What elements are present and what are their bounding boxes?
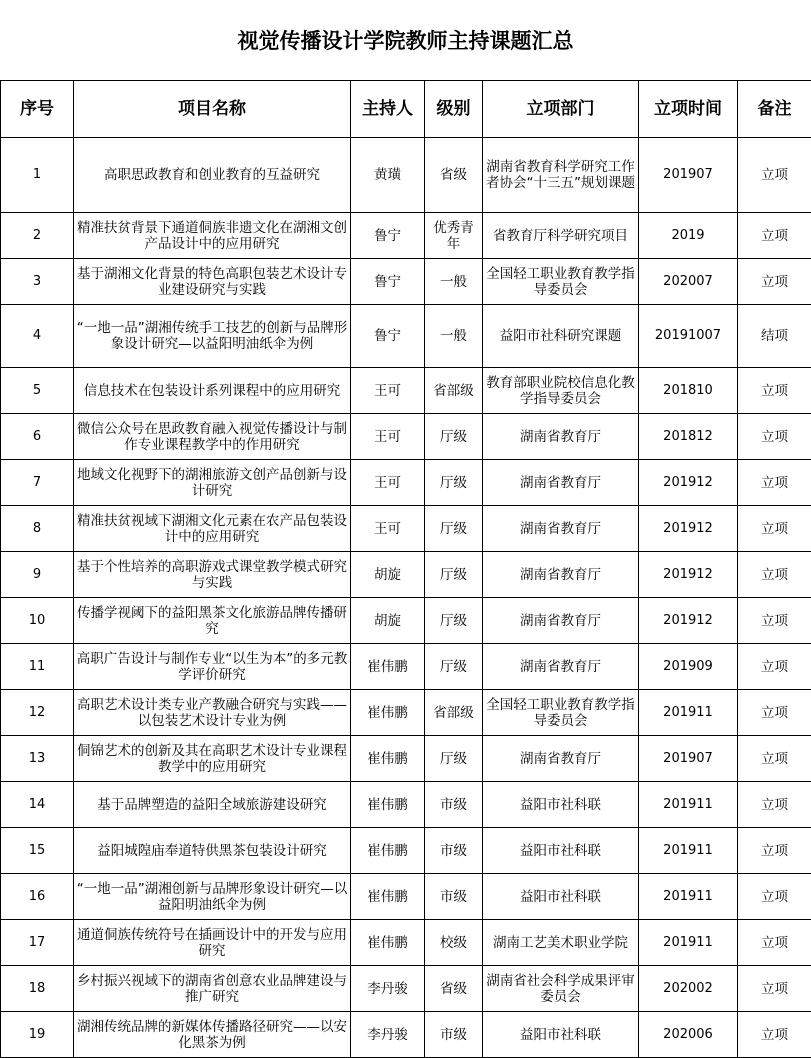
cell-department: 湖南省教育厅 [483, 736, 639, 782]
cell-project-name: 益阳城隍庙奉道特供黑茶包装设计研究 [74, 828, 351, 874]
cell-department: 湖南省教育科学研究工作者协会“十三五”规划课题 [483, 138, 639, 213]
cell-remark: 立项 [738, 506, 811, 552]
cell-row-index: 3 [1, 259, 74, 305]
header-department: 立项部门 [483, 81, 639, 138]
cell-host: 崔伟鹏 [351, 782, 425, 828]
cell-project-name: 通道侗族传统符号在插画设计中的开发与应用研究 [74, 920, 351, 966]
cell-project-name: 湖湘传统品牌的新媒体传播路径研究——以安化黑茶为例 [74, 1012, 351, 1058]
cell-level: 厅级 [425, 736, 483, 782]
cell-remark: 结项 [738, 305, 811, 368]
cell-level: 厅级 [425, 644, 483, 690]
cell-project-name: 高职思政教育和创业教育的互益研究 [74, 138, 351, 213]
cell-date: 202006 [639, 1012, 738, 1058]
cell-department: 湖南省社会科学成果评审委员会 [483, 966, 639, 1012]
cell-date: 201907 [639, 736, 738, 782]
header-date: 立项时间 [639, 81, 738, 138]
cell-level: 市级 [425, 874, 483, 920]
cell-level: 省部级 [425, 368, 483, 414]
cell-host: 王可 [351, 460, 425, 506]
cell-project-name: “一地一品”湖湘创新与品牌形象设计研究—以益阳明油纸伞为例 [74, 874, 351, 920]
cell-host: 胡旋 [351, 552, 425, 598]
cell-level: 省级 [425, 966, 483, 1012]
cell-host: 崔伟鹏 [351, 644, 425, 690]
cell-department: 湖南省教育厅 [483, 414, 639, 460]
header-project-name: 项目名称 [74, 81, 351, 138]
cell-department: 益阳市社科联 [483, 782, 639, 828]
cell-host: 王可 [351, 368, 425, 414]
cell-host: 李丹骏 [351, 1012, 425, 1058]
document-title: 视觉传播设计学院教师主持课题汇总 [237, 28, 574, 53]
cell-level: 优秀青年 [425, 213, 483, 259]
cell-date: 202002 [639, 966, 738, 1012]
cell-host: 黄璜 [351, 138, 425, 213]
cell-date: 201911 [639, 828, 738, 874]
cell-level: 市级 [425, 828, 483, 874]
cell-level: 省级 [425, 138, 483, 213]
cell-department: 益阳市社科联 [483, 828, 639, 874]
cell-row-index: 6 [1, 414, 74, 460]
cell-date: 20191007 [639, 305, 738, 368]
table-row [1, 414, 811, 460]
header-level: 级别 [425, 81, 483, 138]
cell-host: 王可 [351, 414, 425, 460]
cell-host: 崔伟鹏 [351, 736, 425, 782]
cell-host: 崔伟鹏 [351, 874, 425, 920]
table-row [1, 460, 811, 506]
cell-date: 201812 [639, 414, 738, 460]
cell-remark: 立项 [738, 874, 811, 920]
header-remark: 备注 [738, 81, 811, 138]
table-row [1, 552, 811, 598]
cell-host: 鲁宁 [351, 305, 425, 368]
table-row [1, 506, 811, 552]
cell-level: 一般 [425, 259, 483, 305]
cell-remark: 立项 [738, 213, 811, 259]
cell-row-index: 2 [1, 213, 74, 259]
cell-department: 教育部职业院校信息化教学指导委员会 [483, 368, 639, 414]
cell-project-name: 信息技术在包装设计系列课程中的应用研究 [74, 368, 351, 414]
cell-project-name: 乡村振兴视域下的湖南省创意农业品牌建设与推广研究 [74, 966, 351, 1012]
table-row [1, 782, 811, 828]
cell-remark: 立项 [738, 259, 811, 305]
cell-date: 201907 [639, 138, 738, 213]
cell-row-index: 11 [1, 644, 74, 690]
cell-row-index: 12 [1, 690, 74, 736]
cell-level: 厅级 [425, 598, 483, 644]
cell-level: 厅级 [425, 460, 483, 506]
cell-department: 省教育厅科学研究项目 [483, 213, 639, 259]
cell-host: 胡旋 [351, 598, 425, 644]
cell-remark: 立项 [738, 690, 811, 736]
cell-date: 201909 [639, 644, 738, 690]
table-row [1, 259, 811, 305]
cell-remark: 立项 [738, 828, 811, 874]
cell-project-name: 精准扶贫背景下通道侗族非遗文化在湖湘文创产品设计中的应用研究 [74, 213, 351, 259]
cell-project-name: 精准扶贫视域下湖湘文化元素在农产品包装设计中的应用研究 [74, 506, 351, 552]
cell-host: 鲁宁 [351, 213, 425, 259]
cell-level: 市级 [425, 782, 483, 828]
cell-date: 201810 [639, 368, 738, 414]
cell-host: 李丹骏 [351, 966, 425, 1012]
cell-department: 全国轻工职业教育教学指导委员会 [483, 259, 639, 305]
cell-row-index: 18 [1, 966, 74, 1012]
cell-date: 201911 [639, 874, 738, 920]
table-row [1, 305, 811, 368]
cell-remark: 立项 [738, 138, 811, 213]
cell-department: 益阳市社科联 [483, 1012, 639, 1058]
table-row [1, 644, 811, 690]
cell-row-index: 4 [1, 305, 74, 368]
cell-remark: 立项 [738, 644, 811, 690]
cell-project-name: 高职艺术设计类专业产教融合研究与实践——以包装艺术设计专业为例 [74, 690, 351, 736]
cell-level: 校级 [425, 920, 483, 966]
cell-host: 王可 [351, 506, 425, 552]
table-row [1, 874, 811, 920]
cell-project-name: 基于湖湘文化背景的特色高职包装艺术设计专业建设研究与实践 [74, 259, 351, 305]
table-row [1, 966, 811, 1012]
cell-date: 201912 [639, 598, 738, 644]
cell-remark: 立项 [738, 552, 811, 598]
cell-remark: 立项 [738, 414, 811, 460]
cell-remark: 立项 [738, 1012, 811, 1058]
header-host: 主持人 [351, 81, 425, 138]
header-row [1, 81, 811, 138]
cell-level: 一般 [425, 305, 483, 368]
table-row [1, 690, 811, 736]
cell-row-index: 17 [1, 920, 74, 966]
cell-level: 省部级 [425, 690, 483, 736]
cell-project-name: 传播学视阈下的益阳黑茶文化旅游品牌传播研究 [74, 598, 351, 644]
cell-host: 崔伟鹏 [351, 690, 425, 736]
cell-host: 崔伟鹏 [351, 920, 425, 966]
cell-date: 201911 [639, 690, 738, 736]
cell-project-name: 基于品牌塑造的益阳全域旅游建设研究 [74, 782, 351, 828]
cell-project-name: 高职广告设计与制作专业“以生为本”的多元教学评价研究 [74, 644, 351, 690]
table-row [1, 920, 811, 966]
cell-remark: 立项 [738, 460, 811, 506]
cell-row-index: 13 [1, 736, 74, 782]
cell-row-index: 14 [1, 782, 74, 828]
cell-row-index: 1 [1, 138, 74, 213]
cell-remark: 立项 [738, 598, 811, 644]
cell-department: 益阳市社科联 [483, 874, 639, 920]
cell-remark: 立项 [738, 920, 811, 966]
cell-date: 202007 [639, 259, 738, 305]
cell-remark: 立项 [738, 736, 811, 782]
cell-remark: 立项 [738, 966, 811, 1012]
cell-date: 201912 [639, 506, 738, 552]
cell-department: 湖南省教育厅 [483, 506, 639, 552]
cell-department: 湖南省教育厅 [483, 552, 639, 598]
cell-project-name: 侗锦艺术的创新及其在高职艺术设计专业课程教学中的应用研究 [74, 736, 351, 782]
table-row [1, 1012, 811, 1058]
table-row [1, 828, 811, 874]
cell-department: 湖南工艺美术职业学院 [483, 920, 639, 966]
header-index: 序号 [1, 81, 74, 138]
table-row [1, 213, 811, 259]
cell-department: 湖南省教育厅 [483, 460, 639, 506]
cell-date: 201912 [639, 552, 738, 598]
cell-date: 201911 [639, 782, 738, 828]
cell-level: 厅级 [425, 552, 483, 598]
cell-project-name: “一地一品”湖湘传统手工技艺的创新与品牌形象设计研究—以益阳明油纸伞为例 [74, 305, 351, 368]
table-row [1, 736, 811, 782]
cell-project-name: 基于个性培养的高职游戏式课堂教学模式研究与实践 [74, 552, 351, 598]
cell-remark: 立项 [738, 782, 811, 828]
cell-department: 益阳市社科研究课题 [483, 305, 639, 368]
cell-project-name: 微信公众号在思政教育融入视觉传播设计与制作专业课程教学中的作用研究 [74, 414, 351, 460]
cell-row-index: 9 [1, 552, 74, 598]
cell-level: 厅级 [425, 506, 483, 552]
cell-department: 全国轻工职业教育教学指导委员会 [483, 690, 639, 736]
cell-row-index: 16 [1, 874, 74, 920]
table-row [1, 138, 811, 213]
table-row [1, 598, 811, 644]
cell-row-index: 7 [1, 460, 74, 506]
cell-date: 201911 [639, 920, 738, 966]
cell-remark: 立项 [738, 368, 811, 414]
project-table [0, 80, 811, 1058]
cell-level: 市级 [425, 1012, 483, 1058]
cell-level: 厅级 [425, 414, 483, 460]
cell-department: 湖南省教育厅 [483, 598, 639, 644]
table-row [1, 368, 811, 414]
cell-row-index: 8 [1, 506, 74, 552]
cell-date: 201912 [639, 460, 738, 506]
cell-row-index: 10 [1, 598, 74, 644]
cell-host: 鲁宁 [351, 259, 425, 305]
cell-host: 崔伟鹏 [351, 828, 425, 874]
cell-department: 湖南省教育厅 [483, 644, 639, 690]
cell-row-index: 15 [1, 828, 74, 874]
cell-project-name: 地域文化视野下的湖湘旅游文创产品创新与设计研究 [74, 460, 351, 506]
cell-row-index: 19 [1, 1012, 74, 1058]
cell-date: 2019 [639, 213, 738, 259]
cell-row-index: 5 [1, 368, 74, 414]
